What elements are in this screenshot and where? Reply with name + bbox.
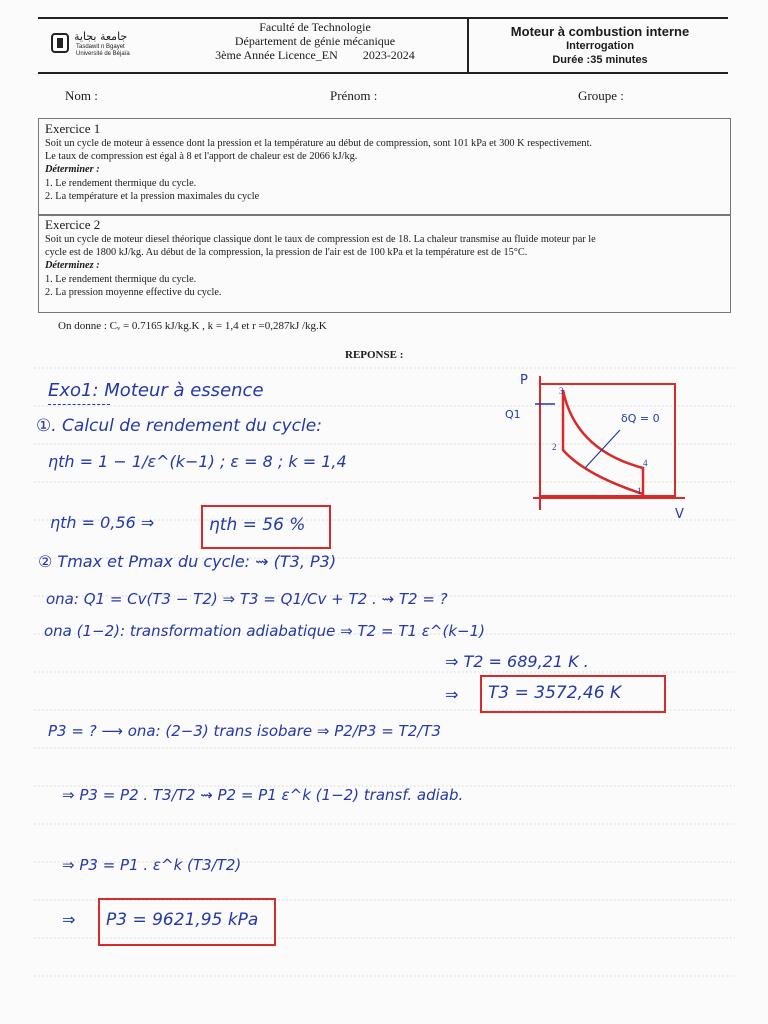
hw-p3-arrow: ⇒ — [62, 910, 76, 929]
hw-p3-relation: ⇒ P3 = P2 . T3/T2 ⇝ P2 = P1 ε^k (1−2) transf. adiab. — [62, 786, 464, 804]
pv-diagram — [505, 370, 695, 522]
exercise1-question-1: 1. Le rendement thermique du cycle. — [45, 177, 197, 189]
academic-year: 2023-2024 — [362, 48, 415, 62]
exercise2-question-2: 2. La pression moyenne effective du cycle. — [45, 286, 222, 298]
hw-exo1-title: Exo1: Moteur à essence — [48, 380, 264, 401]
hw-t2-value: ⇒ T2 = 689,21 K . — [445, 652, 589, 671]
exercise2-statement-2: cycle est de 1800 kJ/kg. Au début de la compression, la pression de l'air est de 100 kPa et la température est de 15°C. — [45, 247, 528, 259]
t3-result-box — [480, 675, 666, 713]
logo-latin-text: Tasdawit n Bgayet Université de Béjaïa — [76, 44, 130, 57]
hw-t3-arrow: ⇒ — [445, 685, 459, 704]
field-nom: Nom : — [65, 88, 98, 103]
exercise1-statement-1: Soit un cycle de moteur à essence dont la pression et la température au début de compression, sont 101 kPa et 300 K respectivement. — [45, 138, 593, 149]
exercise2-question-1: 1. Le rendement thermique du cycle. — [45, 273, 197, 285]
heat-label: Q1 — [505, 408, 521, 421]
given-constants: On donne : Cᵥ = 0.7165 kJ/kg.K , k = 1,4 et r =0,287kJ /kg.K — [58, 320, 327, 332]
exercise1-statement-2: Le taux de compression est égal à 8 et l'apport de chaleur est de 2066 kJ/kg. — [45, 151, 358, 163]
hw-t3-result: T3 = 3572,46 K — [488, 683, 622, 703]
year-level: Année Licence_EN — [243, 48, 338, 62]
field-groupe: Groupe : — [578, 88, 624, 103]
hw-p3-result: P3 = 9621,95 kPa — [106, 910, 259, 930]
p3-result-box — [98, 898, 276, 946]
point-3-label: 3 — [559, 386, 564, 396]
hw-heat-equation: ona: Q1 = Cv(T3 − T2) ⇒ T3 = Q1/Cv + T2 . ⇝ T2 = ? — [46, 590, 448, 608]
hw-title-underline — [48, 403, 110, 405]
hw-efficiency-formula: ηth = 1 − 1/ε^(k−1) ; ε = 8 ; k = 1,4 — [48, 452, 347, 471]
exercise1-determine: Déterminer : — [45, 164, 100, 176]
adiab-label: δQ = 0 — [621, 412, 660, 425]
year-prefix: 3ème — [215, 48, 242, 62]
field-prenom: Prénom : — [330, 88, 378, 103]
v-axis-label: V — [675, 507, 684, 522]
point-1-label: 1 — [637, 486, 642, 496]
adiab-pointer — [585, 430, 620, 468]
hw-efficiency-value: ηth = 0,56 ⇒ — [50, 513, 155, 532]
hw-adiabatic-t2: ona (1−2): transformation adiabatique ⇒ T2 = T1 ε^(k−1) — [44, 622, 485, 640]
point-2-label: 2 — [552, 442, 557, 452]
course-title: Moteur à combustion interne — [510, 24, 690, 39]
exercise1-question-2: 2. La température et la pression maximales du cycle — [45, 190, 260, 202]
response-heading: REPONSE : — [345, 349, 404, 361]
hw-p3-formula: ⇒ P3 = P1 . ε^k (T3/T2) — [62, 856, 242, 874]
efficiency-result-box — [201, 505, 331, 549]
exercise1-title: Exercice 1 — [45, 121, 101, 136]
test-duration: Durée :35 minutes — [552, 54, 648, 66]
hw-step2: ② Tmax et Pmax du cycle: ⇝ (T3, P3) — [38, 552, 337, 571]
test-type: Interrogation — [566, 40, 634, 52]
hw-efficiency-result: ηth = 56 % — [209, 515, 306, 535]
point-4-label: 4 — [643, 458, 648, 468]
exercise2-determine: Déterminez : — [45, 260, 100, 272]
hw-p3-isobar: P3 = ? ⟶ ona: (2−3) trans isobare ⇒ P2/P3 = T2/T3 — [48, 722, 442, 740]
exercise2-title: Exercice 2 — [45, 217, 101, 232]
faculty-name: Faculté de Technologie — [259, 20, 371, 34]
department-name: Département de génie mécanique — [234, 34, 396, 48]
p-axis-label: P — [520, 373, 528, 388]
logo-arabic-text: جامعة بجاية — [74, 30, 128, 43]
cycle-path — [563, 390, 643, 494]
exercise2-statement-1: Soit un cycle de moteur diesel théorique classique dont le taux de compression est de 18. La chaleur transmise au fluide moteur par le — [45, 234, 596, 245]
hw-step1: ①. Calcul de rendement du cycle: — [36, 416, 322, 436]
